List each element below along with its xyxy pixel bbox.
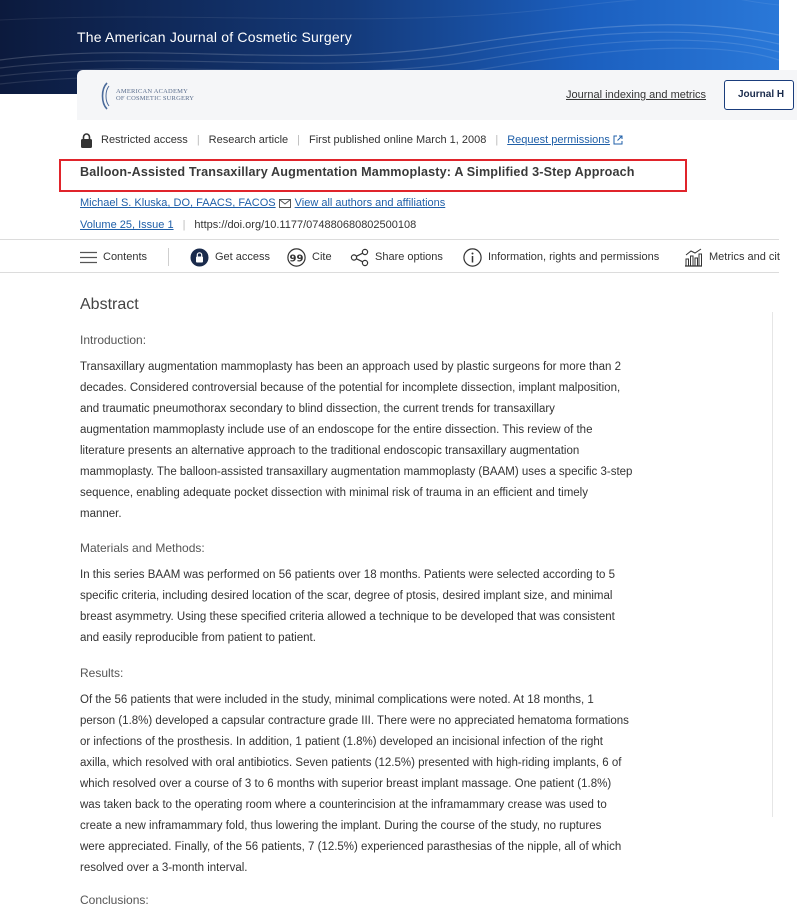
meta-separator: |: [297, 134, 301, 146]
logo-line-2: OF COSMETIC SURGERY: [116, 95, 195, 102]
abstract-section-introduction: [80, 333, 688, 525]
lock-icon: [80, 133, 93, 148]
text-line: which resolved over a course of 3 to 6 months with superior breast implant massage. One patient (1.8%): [80, 778, 612, 790]
volume-issue-link[interactable]: Volume 25, Issue 1: [80, 219, 174, 231]
volume-row: [80, 219, 416, 231]
section-heading: Materials and Methods:: [80, 541, 205, 555]
article-type: Research article: [208, 134, 289, 146]
authors-row: [80, 197, 445, 209]
metrics-label: Metrics and cit: [709, 251, 780, 263]
svg-text:99: 99: [289, 253, 304, 264]
abstract-section-methods: [80, 541, 688, 649]
get-access-label: Get access: [215, 251, 271, 263]
publication-date: First published online March 1, 2008: [309, 134, 487, 146]
request-permissions-link[interactable]: Request permissions: [507, 134, 610, 146]
metrics-button[interactable]: [684, 240, 780, 274]
share-options-button[interactable]: [350, 240, 443, 274]
society-logo-text: [116, 88, 194, 102]
quote-icon: [287, 248, 306, 267]
abstract-section-results: [80, 666, 688, 879]
journal-title[interactable]: The American Journal of Cosmetic Surgery: [77, 29, 352, 45]
text-line: and easily reproducible from patient to patient.: [80, 632, 316, 644]
section-heading: Conclusions:: [80, 893, 149, 907]
text-line: specific criteria, including desired location of the scar, degree of ptosis, desired implant size, and minimal: [80, 590, 613, 602]
text-line: mammoplasty. The balloon-assisted transaxillary augmentation mammoplasty (BAAM) uses a specific 3-step: [80, 466, 633, 478]
meta-separator: |: [495, 134, 499, 146]
text-line: person (1.8%) developed a capsular contracture grade III. There were no appreciated hematoma formations: [80, 715, 629, 727]
text-line: resolved over a 3-month interval.: [80, 862, 248, 874]
section-paragraph: [80, 357, 688, 525]
contents-label: Contents: [103, 251, 148, 263]
text-line: breast asymmetry. Using these specified criteria allowed a technique to be developed that was consistent: [80, 611, 615, 623]
section-paragraph: [80, 690, 688, 879]
text-line: In this series BAAM was performed on 56 patients over 18 months. Patients were selected according to 5: [80, 569, 616, 581]
section-heading: Results:: [80, 666, 124, 680]
text-line: literature presents an alternative approach to the traditional endoscopic transaxillary augmentation: [80, 445, 580, 457]
text-line: were appreciated. Finally, of the 56 patients, 7 (12.5%) experienced parasthesias of the nipple, all of which: [80, 841, 622, 853]
text-line: and traumatic pneumothorax secondary to blind dissection, the current trends for transaxillary: [80, 403, 555, 415]
article-meta-row: [80, 132, 623, 148]
cite-button[interactable]: [287, 240, 332, 274]
abstract-section-conclusions: [80, 893, 688, 907]
author-link[interactable]: Michael S. Kluska, DO, FAACS, FACOS: [80, 197, 276, 209]
text-line: sequence, enabling adequate pocket dissection with minimal risk of trauma in an efficient and timely: [80, 487, 588, 499]
text-line: was taken back to the operating room where a counterincision at the inframammary crease was used to: [80, 799, 607, 811]
journal-indexing-link[interactable]: Journal indexing and metrics: [566, 89, 707, 101]
mail-icon[interactable]: [279, 199, 291, 208]
article-toolbar: [0, 239, 779, 273]
text-line: decades. Considered controversial because of the potential for incomplete dissection, implant malposition,: [80, 382, 621, 394]
section-heading: Introduction:: [80, 333, 147, 347]
access-status: Restricted access: [101, 134, 188, 146]
sidebar-border: [772, 312, 773, 817]
contents-button[interactable]: [80, 240, 147, 274]
toolbar-divider: [168, 248, 169, 266]
journal-home-button[interactable]: Journal H: [724, 80, 794, 110]
section-paragraph: [80, 565, 688, 649]
text-line: Of the 56 patients that were included in the study, minimal complications were noted. At 18 months, 1: [80, 694, 594, 706]
text-line: Transaxillary augmentation mammoplasty has been an approach used by plastic surgeons for more than 2: [80, 361, 622, 373]
meta-separator: |: [182, 219, 186, 231]
get-access-button[interactable]: [190, 240, 270, 274]
share-label: Share options: [375, 251, 443, 263]
article-title: Balloon-Assisted Transaxillary Augmentation Mammoplasty: A Simplified 3-Step Approach: [80, 165, 635, 179]
share-icon: [350, 248, 369, 267]
external-link-icon: [613, 135, 623, 145]
doi-text[interactable]: https://doi.org/10.1177/074880680802500108: [194, 219, 417, 231]
text-line: create a new inframammary fold, thus lowering the implant. During the course of the study, no ruptures: [80, 820, 602, 832]
cite-label: Cite: [312, 251, 332, 263]
all-authors-link[interactable]: View all authors and affiliations: [294, 197, 446, 209]
lock-circle-icon: [190, 248, 209, 267]
logo-line-1: AMERICAN ACADEMY: [116, 88, 188, 95]
text-line: or infections of the prosthesis. In addition, 1 patient (1.8%) developed an incisional infection of the right: [80, 736, 603, 748]
text-line: manner.: [80, 508, 122, 520]
meta-separator: |: [196, 134, 200, 146]
information-button[interactable]: [463, 240, 659, 274]
text-line: axilla, which resolved with oral antibiotics. Seven patients (12.5%) presented with high-riding implants, 6 of: [80, 757, 622, 769]
bar-chart-icon: [684, 248, 703, 267]
abstract-heading: Abstract: [80, 296, 139, 313]
menu-icon: [80, 251, 97, 264]
text-line: augmentation mammoplasty include use of an endoscope for the entire dissection. This review of the: [80, 424, 593, 436]
info-icon: [463, 248, 482, 267]
information-label: Information, rights and permissions: [488, 251, 660, 263]
